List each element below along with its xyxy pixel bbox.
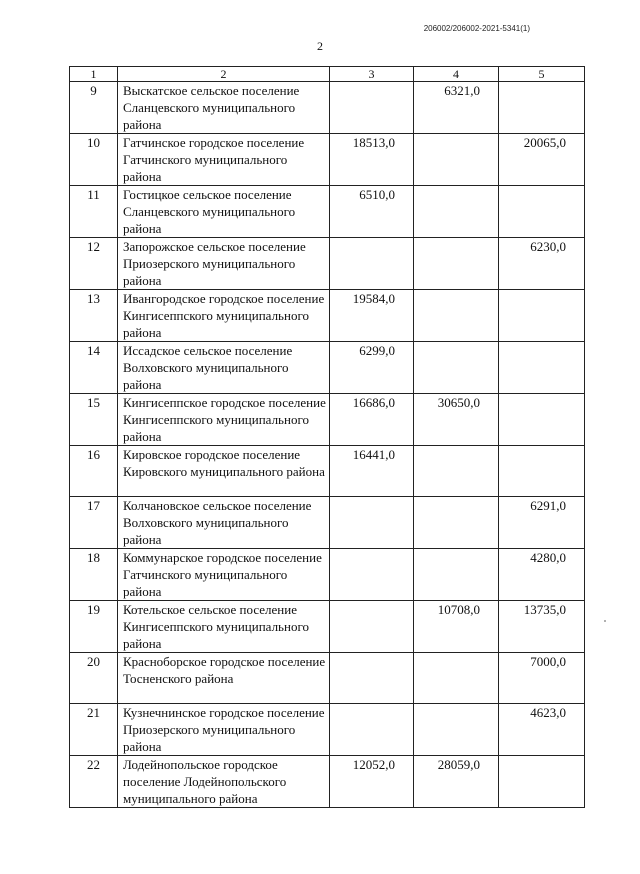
- row-number-cell: 15: [70, 394, 118, 446]
- column-4-value-cell: 30650,0: [414, 394, 499, 446]
- row-number-cell: 21: [70, 704, 118, 756]
- row-number-cell: 13: [70, 290, 118, 342]
- data-table: [69, 66, 585, 808]
- column-4-value-cell: [414, 134, 499, 186]
- table-row: [70, 394, 585, 446]
- column-3-value-cell: 18513,0: [330, 134, 414, 186]
- column-5-value-cell: 7000,0: [499, 653, 585, 704]
- column-5-value-cell: 20065,0: [499, 134, 585, 186]
- column-header: 3: [330, 67, 414, 82]
- row-number-cell: 14: [70, 342, 118, 394]
- column-4-value-cell: 28059,0: [414, 756, 499, 808]
- column-5-value-cell: 6230,0: [499, 238, 585, 290]
- table-row: [70, 549, 585, 601]
- settlement-name-cell: Лодейнопольское городское поселение Лодейнопольского муниципального района: [118, 756, 330, 808]
- column-5-value-cell: [499, 342, 585, 394]
- column-4-value-cell: [414, 549, 499, 601]
- column-3-value-cell: 16686,0: [330, 394, 414, 446]
- column-5-value-cell: [499, 756, 585, 808]
- table-row: [70, 238, 585, 290]
- table-row: [70, 82, 585, 134]
- table-row: [70, 342, 585, 394]
- header-row: [70, 67, 585, 82]
- table-row: [70, 446, 585, 497]
- table-row: [70, 704, 585, 756]
- settlement-name-cell: Кингисеппское городское поселение Кингисеппского муниципального района: [118, 394, 330, 446]
- column-3-value-cell: 6510,0: [330, 186, 414, 238]
- column-3-value-cell: 12052,0: [330, 756, 414, 808]
- column-5-value-cell: [499, 82, 585, 134]
- column-4-value-cell: [414, 446, 499, 497]
- settlement-name-cell: Гатчинское городское поселение Гатчинского муниципального района: [118, 134, 330, 186]
- column-3-value-cell: [330, 601, 414, 653]
- column-header: 2: [118, 67, 330, 82]
- column-3-value-cell: 16441,0: [330, 446, 414, 497]
- settlement-name-cell: Кузнечнинское городское поселение Приозерского муниципального района: [118, 704, 330, 756]
- column-5-value-cell: 4280,0: [499, 549, 585, 601]
- column-5-value-cell: [499, 446, 585, 497]
- column-4-value-cell: 6321,0: [414, 82, 499, 134]
- row-number-cell: 11: [70, 186, 118, 238]
- table-row: [70, 290, 585, 342]
- settlement-name-cell: Котельское сельское поселение Кингисеппского муниципального района: [118, 601, 330, 653]
- column-5-value-cell: [499, 394, 585, 446]
- settlement-name-cell: Колчановское сельское поселение Волховского муниципального района: [118, 497, 330, 549]
- table-row: [70, 134, 585, 186]
- settlement-name-cell: Красноборское городское поселение Тосненского района: [118, 653, 330, 704]
- column-5-value-cell: 13735,0: [499, 601, 585, 653]
- column-header: 4: [414, 67, 499, 82]
- settlement-name-cell: Гостицкое сельское поселение Сланцевского муниципального района: [118, 186, 330, 238]
- settlement-name-cell: Запорожское сельское поселение Приозерского муниципального района: [118, 238, 330, 290]
- table-row: [70, 653, 585, 704]
- column-4-value-cell: [414, 238, 499, 290]
- settlement-name-cell: Выскатское сельское поселение Сланцевского муниципального района: [118, 82, 330, 134]
- row-number-cell: 16: [70, 446, 118, 497]
- column-3-value-cell: [330, 549, 414, 601]
- row-number-cell: 20: [70, 653, 118, 704]
- column-3-value-cell: [330, 82, 414, 134]
- row-number-cell: 17: [70, 497, 118, 549]
- column-4-value-cell: [414, 704, 499, 756]
- table-row: [70, 756, 585, 808]
- column-5-value-cell: 4623,0: [499, 704, 585, 756]
- column-4-value-cell: [414, 342, 499, 394]
- scan-speck: [604, 620, 606, 622]
- settlement-name-cell: Ивангородское городское поселение Кингисеппского муниципального района: [118, 290, 330, 342]
- column-4-value-cell: [414, 186, 499, 238]
- row-number-cell: 19: [70, 601, 118, 653]
- row-number-cell: 22: [70, 756, 118, 808]
- column-4-value-cell: [414, 497, 499, 549]
- column-3-value-cell: 6299,0: [330, 342, 414, 394]
- table-row: [70, 497, 585, 549]
- column-5-value-cell: 6291,0: [499, 497, 585, 549]
- column-3-value-cell: [330, 653, 414, 704]
- column-3-value-cell: [330, 497, 414, 549]
- row-number-cell: 12: [70, 238, 118, 290]
- column-5-value-cell: [499, 290, 585, 342]
- row-number-cell: 18: [70, 549, 118, 601]
- row-number-cell: 9: [70, 82, 118, 134]
- table-row: [70, 186, 585, 238]
- column-5-value-cell: [499, 186, 585, 238]
- column-3-value-cell: [330, 704, 414, 756]
- column-3-value-cell: 19584,0: [330, 290, 414, 342]
- column-3-value-cell: [330, 238, 414, 290]
- settlement-name-cell: Кировское городское поселение Кировского муниципального района: [118, 446, 330, 497]
- page-number: 2: [317, 39, 323, 53]
- settlement-name-cell: Иссадское сельское поселение Волховского муниципального района: [118, 342, 330, 394]
- document-id: 206002/206002-2021-5341(1): [423, 24, 530, 33]
- column-header: 1: [70, 67, 118, 82]
- column-4-value-cell: 10708,0: [414, 601, 499, 653]
- column-header: 5: [499, 67, 585, 82]
- row-number-cell: 10: [70, 134, 118, 186]
- column-4-value-cell: [414, 290, 499, 342]
- table-row: [70, 601, 585, 653]
- settlement-name-cell: Коммунарское городское поселение Гатчинского муниципального района: [118, 549, 330, 601]
- column-4-value-cell: [414, 653, 499, 704]
